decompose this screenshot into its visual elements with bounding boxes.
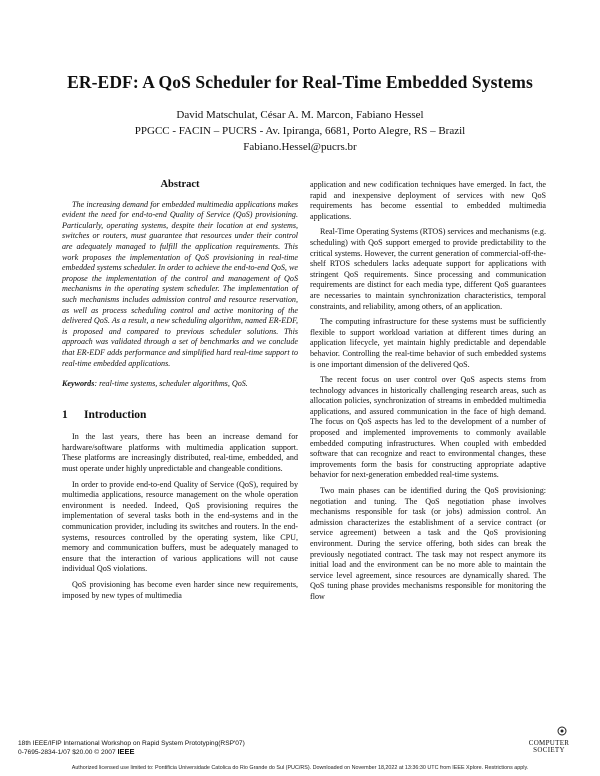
author-block (0, 107, 600, 155)
abstract-text: The increasing demand for embedded multimedia applications makes evident the need for end-to-end Quality of Service (QoS) provisioning. Particularly, operating systems, despite their location at end systems, switches or routers, must guarantee that resources under their control are adequately managed to fulfill the application requirements. This work proposes the implementation of QoS provisioning in real-time embedded systems scheduler. In order to achieve the end-to-end QoS, we propose the implementation of the control and management of QoS mechanisms in the operating system scheduler. The implementation of such mechanisms includes admission control and resource reservation, as well as process scheduling control and active monitoring of the delivered QoS. As a result, a new scheduling algorithm, named ER-EDF, is proposed and compared to previous scheduler solutions. This approach was validated through a set of benchmarks and we conclude that ER-EDF adds performance and simplified hard real-time support to real-time embedded applications. (62, 199, 298, 368)
author-affiliation: PPGCC - FACIN – PUCRS - Av. Ipiranga, 6681, Porto Alegre, RS – Brazil (134, 125, 466, 137)
paragraph: In order to provide end-to-end Quality of Service (QoS), required by multimedia applications, resource management on the whole operation environment is needed. Indeed, QoS provisioning requires the implementation of several tasks both in the end-systems and in the communication provider, including its switches and routers. In the end-systems, resources controlled by the operating system, like CPU, memory and communication buffers, must be adequately managed to ensure that the interaction of various applications will not cause individual QoS violations. (62, 479, 298, 574)
paragraph: The computing infrastructure for these systems must be sufficiently flexible to support workload variation at different times during an application lifecycle, yet maintain highly predictable and dependable behavior. Controlling the real-time behavior of such embedded systems is one important dimension of the delivered QoS. (310, 317, 546, 369)
keywords-list: : real-time systems, scheduler algorithms, QoS. (94, 379, 248, 389)
copyright-line: 0-7695-2834-1/07 $20.00 © 2007 IEEE (18, 747, 135, 756)
conference-name: 18th IEEE/IFIP International Workshop on Rapid System Prototyping(RSP'07) (18, 740, 245, 747)
section-title: Introduction (84, 408, 147, 421)
right-column (310, 180, 546, 608)
keywords-label: Keywords (62, 379, 95, 389)
abstract-heading: Abstract (160, 179, 200, 190)
paragraph: application and new codification techniques have emerged. In fact, the rapid and inexpensive deployment of services with new QoS requirements has become essential to embedded multimedia applications. (310, 180, 546, 221)
paper-title: ER-EDF: A QoS Scheduler for Real-Time Embedded Systems (67, 72, 533, 92)
keywords (62, 379, 298, 390)
paragraph: The recent focus on user control over QoS aspects stems from technology advances in historically challenging research areas, such as allocation policies, synchronization of streams in embedded multimedia applications, and assured communication in the face of high demand. The focus on QoS aspects has led to the development of a number of proposed and implemented improvements to commonly available embedded computing infrastructures. When coupled with embedded software that can recognize and react to environmental changes, these improvements form the basis for constructing appropriate adaptive behavior for next-generation embedded real-time systems. (310, 375, 546, 480)
paragraph: QoS provisioning has become even harder since new requirements, imposed by new types of multimedia (62, 580, 298, 600)
left-column (62, 180, 298, 606)
conference-footer (18, 740, 458, 757)
paragraph: In the last years, there has been an increase demand for hardware/software platforms with multimedia application support. These platforms are increasingly distributed, real-time, embedded, and must operate under highly unpredictable and changeable conditions. (62, 432, 298, 474)
introduction-heading (62, 410, 298, 421)
computer-society-wordmark: COMPUTER SOCIETY (528, 739, 570, 754)
paragraph: Two main phases can be identified during the QoS provisioning: negotiation and tuning. The QoS negotiation phase involves mechanisms responsible for task (or jobs) admission control. An admission characterizes the establishment of a service contract (or service agreement) between a task and the QoS provisioning environment. During the service offering, both sides can break the previously negotiated contract. The task may not respect anymore its initial load and the environment can be no more able to maintain the service level agreement, since resources are dynamically shared. The QoS tuning phase provides mechanisms responsible for monitoring the flow (310, 486, 546, 601)
ieee-mark: IEEE (117, 747, 135, 756)
paragraph: Real-Time Operating Systems (RTOS) services and mechanisms (e.g. scheduling) with QoS support emerged to provide predictability to the critical systems. However, the current generation of commercial-off-the-shelf RTOS schedulers lacks adequate support for applications with stringent QoS requirements. Since processing and communication requirements are distinct for each media type, different QoS guarantees are necessaries to maintain synchronization characteristics, temporal constraints, and reliability, among others, of an application. (310, 227, 546, 311)
author-names: David Matschulat, César A. M. Marcon, Fabiano Hessel (176, 109, 424, 121)
license-notice: Authorized licensed use limited to: Pontificia Universidade Catolica do Rio Grande do Sul (PUC/RS). Downloaded on November 18,2022 at 13:36:30 UTC from IEEE Xplore. Restrictions apply. (71, 765, 529, 771)
author-email[interactable]: Fabiano.Hessel@pucrs.br (243, 141, 357, 153)
section-number: 1 (62, 408, 68, 421)
